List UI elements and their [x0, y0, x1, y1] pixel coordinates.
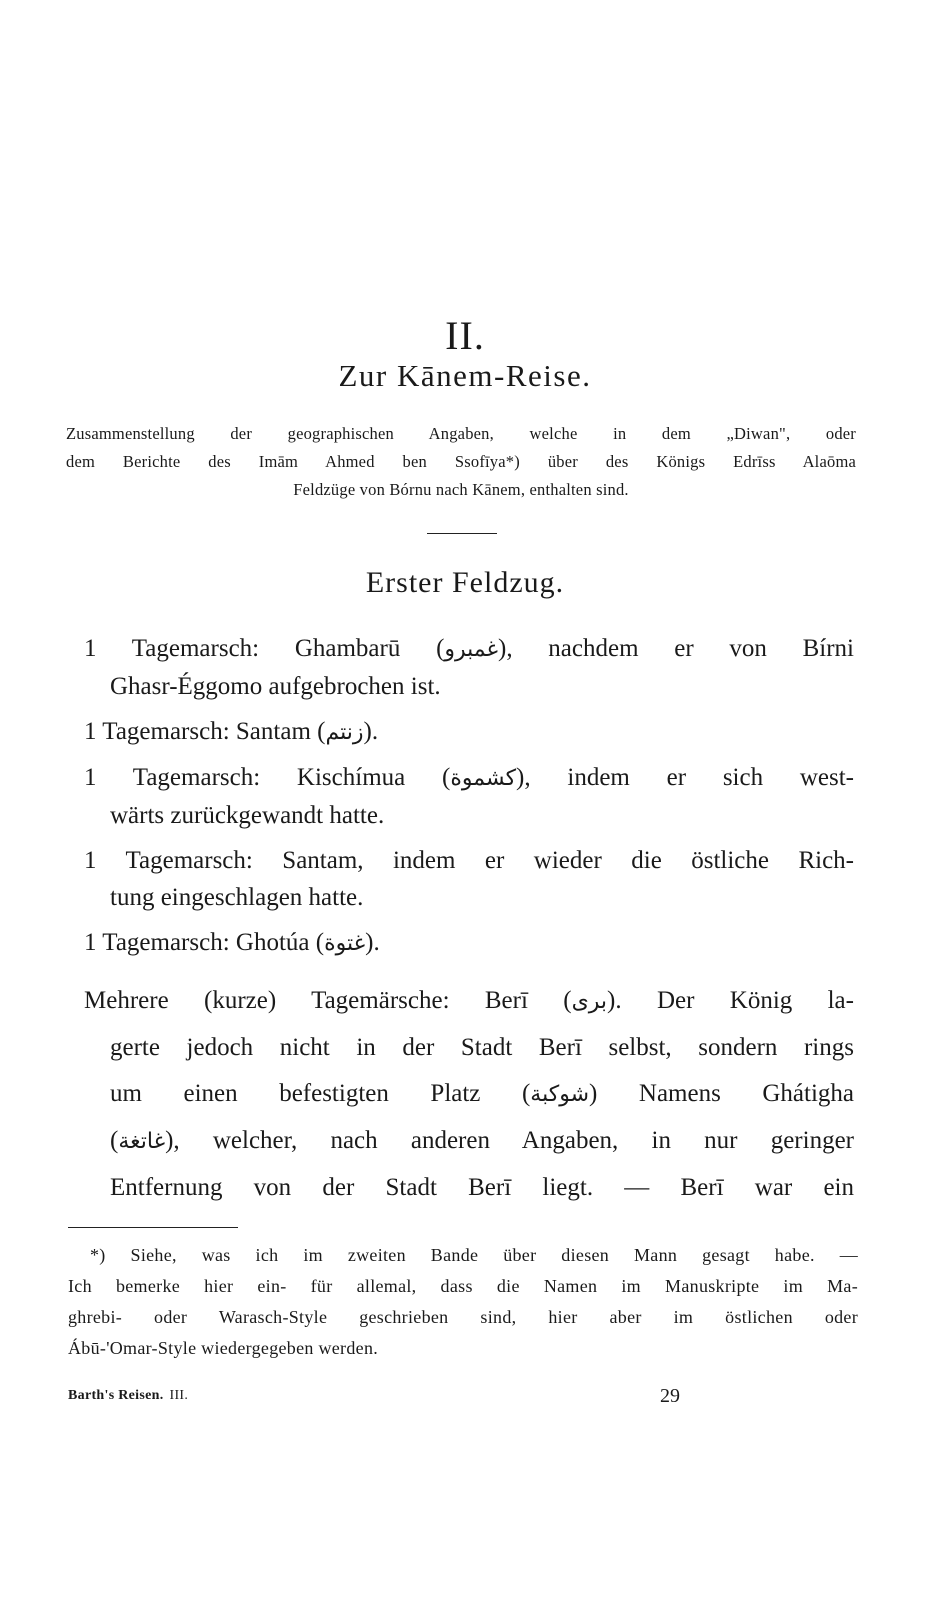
footnote-line: Ábū-'Omar-Style wiedergegeben werden. — [68, 1338, 379, 1358]
itinerary-entry — [84, 842, 854, 916]
entry-text: 1 Tagemarsch: Santam ( — [84, 718, 326, 745]
paragraph-text: ), welcher, nach anderen Angaben, in nur geringer — [165, 1127, 854, 1154]
paragraph-line — [84, 1118, 854, 1165]
entry-text: ), nachdem er von Bírni — [498, 635, 854, 662]
chapter-title: Zur Kānem-Reise. — [338, 358, 592, 393]
entry-text: 1 Tagemarsch: Kischímua ( — [84, 764, 451, 791]
entry-continuation: Ghasr-Éggomo aufgebrochen ist. — [110, 673, 441, 700]
signature-volume: III. — [169, 1388, 189, 1403]
arabic-name: غمبرو — [444, 637, 499, 662]
arabic-name: شوكبة — [530, 1082, 590, 1107]
paragraph-text: ) Namens Ghátigha — [589, 1080, 855, 1107]
chapter-subtitle — [66, 420, 856, 504]
footnote-divider — [68, 1227, 238, 1228]
paragraph-line: Entfernung von der Stadt Berī liegt. — Berī war ein — [110, 1174, 854, 1201]
itinerary-entry — [84, 759, 854, 834]
entry-continuation: wärts zurückgewandt hatte. — [110, 802, 385, 829]
arabic-name: غاتغة — [118, 1129, 166, 1154]
section-title: Erster Feldzug. — [365, 566, 565, 599]
entry-text: 1 Tagemarsch: Ghambarū ( — [84, 635, 445, 662]
subtitle-line: dem Berichte des Imām Ahmed ben Ssofīya*) über des Königs Edrīss Alaōma — [66, 452, 856, 471]
itinerary-entry — [84, 924, 854, 962]
entry-text: 1 Tagemarsch: Ghotúa ( — [84, 929, 325, 956]
footnote — [68, 1240, 858, 1364]
entry-text: ), indem er sich west- — [516, 764, 854, 791]
itinerary-entry — [84, 630, 854, 705]
paragraph-text: um einen befestigten Platz ( — [110, 1080, 531, 1107]
arabic-name: كشموة — [450, 766, 517, 791]
entry-text: ). — [363, 718, 379, 745]
footnote-line: *) Siehe, was ich im zweiten Bande über diesen Mann gesagt habe. — — [90, 1245, 858, 1265]
entry-line — [84, 759, 854, 797]
entry-line — [84, 713, 854, 751]
paragraph-text: Mehrere (kurze) Tagemärsche: Berī ( — [84, 987, 572, 1014]
entry-line: 1 Tagemarsch: Santam, indem er wieder die östliche Rich- — [84, 847, 854, 874]
paragraph — [84, 978, 854, 1211]
entry-continuation: tung eingeschlagen hatte. — [110, 884, 364, 911]
paragraph-line — [84, 978, 854, 1025]
chapter-number: II. — [445, 313, 485, 358]
section-divider — [427, 533, 497, 534]
body-text — [84, 630, 854, 1211]
itinerary-entry — [84, 713, 854, 751]
paragraph-text: ( — [110, 1127, 119, 1154]
entry-line — [84, 630, 854, 668]
arabic-name: زنتم — [325, 720, 364, 745]
printer-signature — [68, 1388, 858, 1404]
subtitle-line: Zusammenstellung der geographischen Angaben, welche in dem „Diwan", oder — [66, 424, 856, 443]
paragraph-text: ). Der König la- — [607, 987, 854, 1014]
footnote-line: ghrebi- oder Warasch-Style geschrieben sind, hier aber im östlichen oder — [68, 1307, 858, 1327]
entry-text: ). — [365, 929, 380, 956]
signature-text: Barth's Reisen. — [68, 1388, 164, 1403]
footnote-line: Ich bemerke hier ein- für allemal, dass die Namen im Manuskripte im Ma- — [68, 1276, 858, 1296]
arabic-name: غتوة — [324, 931, 366, 956]
page-number: 29 — [660, 1385, 680, 1407]
paragraph-line: gerte jedoch nicht in der Stadt Berī selbst, sondern rings — [110, 1034, 854, 1061]
entry-line — [84, 924, 854, 962]
subtitle-line: Feldzüge von Bórnu nach Kānem, enthalten sind. — [293, 480, 629, 499]
arabic-name: برى — [571, 989, 608, 1014]
paragraph-line — [84, 1071, 854, 1118]
